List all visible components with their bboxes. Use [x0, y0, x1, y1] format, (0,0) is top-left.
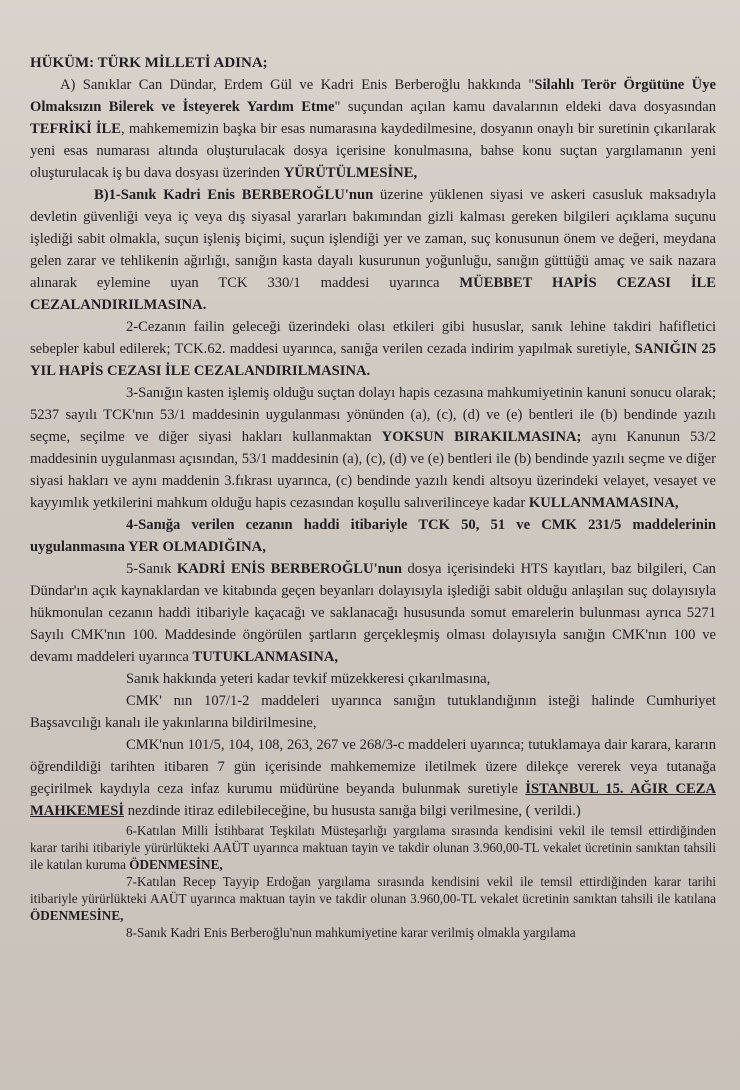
item-b1-bold-sentence: MÜEBBET HAPİS CEZASI İLE CEZALANDIRILMASINA. [30, 275, 716, 313]
item-5-text: dosya içerisindeki HTS kayıtları, baz bilgileri, Can Dündar'ın açık kaynaklardan ve kitabında geçen beyanları dolayısıyla işlediği sabit olduğu anlaşılan suç dolayısıyla hükmonulan cezanın haddi itibariyle kaçacağı ve saklanacağı hususunda somut emarelerin bulunması ayrıca 5271 Sayılı CMK'nın 100. Maddesinde öngörülen şartların gerçekleşmiş olması dolayısıyla sanığın CMK'nın 100 ve devamı maddeleri uyarınca [30, 561, 716, 665]
section-a-text-1: A) Sanıklar Can Dündar, Erdem Gül ve Kadri Enis Berberoğlu hakkında " [60, 77, 535, 93]
item-7 [30, 873, 716, 924]
section-a-bold-separation: TEFRİKİ İLE [30, 121, 121, 137]
verdict-heading: HÜKÜM: TÜRK MİLLETİ ADINA; [30, 55, 268, 71]
item-3-text-2: aynı Kanunun 53/2 maddesinin uygulanması açısından, 53/1 maddesinin (a), (c), (d) ve (e) bentleri ile (b) bendinde yazılı seçme ve diğer siyasi hakları ve aynı maddenin 3.fıkrası uyarınca, (c) bendinde yazılı kendi altsoyu üzerindeki velayet, vesayet ve kayyımlık yetkilerini mahkum olduğu hapis cezasından koşullu salıverilinceye kadar [30, 429, 716, 511]
court-name: İSTANBUL 15. AĞIR CEZA MAHKEMESİ [30, 781, 716, 819]
item-6-bold: ÖDENMESİNE, [129, 857, 223, 872]
section-a-bold-charge: Silahlı Terör Örgütüne Üye Olmaksızın Bilerek ve İsteyerek Yardım Etme [30, 77, 716, 115]
item-3-bold-not-use: KULLANMAMASINA, [528, 495, 679, 511]
item-4 [30, 514, 716, 558]
item-6 [30, 822, 716, 873]
item-5-bold-arrest: TUTUKLANMASINA, [192, 649, 339, 665]
item-4-bold: 4-Sanığa verilen cezanın haddi itibariyle TCK 50, 51 ve CMK 231/5 maddelerinin uygulanmasına YER OLMADIĞINA, [30, 517, 716, 555]
section-a-bold-continue: YÜRÜTÜLMESİNE, [283, 165, 418, 181]
item-b1-text: üzerine yüklenen siyasi ve askeri casusluk maksadıyla devletin güvenliği veya iç veya dış siyasal yararları bakımından gizli kalması gereken bilgileri açıklama suçunu işlediği sabit olmakla, suçun işleniş biçimi, suçun işlendiği yer ve zaman, suç konusunun önem ve değeri, meydana gelen zarar ve tehlikenin ağırlığı, sanığın kasta dayalı kusurunun yoğunluğu, sanığın güttüğü amaç ve saik nazara alınarak eylemine uyan TCK 330/1 maddesi uyarınca [30, 187, 716, 291]
item-2-bold-sentence: SANIĞIN 25 YIL HAPİS CEZASI İLE CEZALANDIRILMASINA. [30, 341, 716, 379]
paragraph-cmk-101 [30, 734, 716, 822]
item-3 [30, 382, 716, 514]
item-2-text: 2-Cezanın failin geleceği üzerindeki olası etkileri gibi hususlar, sanık lehine takdiri hafifletici sebepler kabul edilerek; TCK.62. maddesi uyarınca, sanığa verilen cezada indirim yapılmak suretiyle, [30, 319, 716, 357]
item-5 [30, 558, 716, 668]
item-5-prefix: 5-Sanık [126, 561, 177, 577]
item-3-bold-deprive: YOKSUN BIRAKILMASINA; [381, 429, 582, 445]
paragraph-cmk-107: CMK' nın 107/1-2 maddeleri uyarınca sanığın tutuklandığının isteği halinde Cumhuriyet Başsavcılığı kanalı ile yakınlarına bildirilmesine, [30, 693, 716, 731]
item-b1-bold-name: Kadri Enis BERBEROĞLU'nun [163, 187, 374, 203]
item-6-text: 6-Katılan Milli İstihbarat Teşkilatı Müsteşarlığı yargılama sırasında kendisini vekil ile temsil ettirdiğinden karar tarihi itibariyle yürürlükteki AAÜT uyarınca maktuan tayin ve takdir olunan 3.960,00-TL vekalet ücretinin sanıktan tahsili ile katılan kuruma [30, 823, 716, 872]
section-a [30, 74, 716, 184]
paragraph-cmk-101-text-1: CMK'nun 101/5, 104, 108, 263, 267 ve 268/3-c maddeleri uyarınca; tutuklamaya dair karara, kararın öğrendildiği tarihten itibaren 7 gün içerisinde mahkememize iletilmek üzere dilekçe vererek veya tutanağa geçirilmek kaydıyla ceza infaz kurumu müdürüne beyanda bulunmak suretiyle [30, 737, 716, 797]
section-a-text-2: " suçundan açılan kamu davalarının eldeki dava dosyasından [334, 99, 716, 115]
paragraph-tevkif: Sanık hakkında yeteri kadar tevkif müzekkeresi çıkarılmasına, [126, 671, 491, 687]
verdict-text [30, 52, 716, 941]
item-2 [30, 316, 716, 382]
item-b1 [30, 184, 716, 316]
item-3-text-1: 3-Sanığın kasten işlemiş olduğu suçtan dolayı hapis cezasına mahkumiyetinin kanuni sonucu olarak; 5237 sayılı TCK'nın 53/1 maddesinin uygulanması yönünden (a), (c), (d) ve (e) bentleri ile (b) bendinde yazılı seçme, seçilme ve diğer siyasi hakları kullanmaktan [30, 385, 716, 445]
section-a-text-3: , mahkememizin başka bir esas numarasına kaydedilmesine, dosyanın onaylı bir suretinin çıkarılarak yeni esas numarası altında oluşturulacak dosya içerisine konulmasına, bahse konu suçtan yargılamanın yeni oluşturulacak iş bu dava dosyası üzerinden [30, 121, 716, 181]
item-b1-prefix: B)1-Sanık [94, 187, 164, 203]
item-7-bold: ÖDENMESİNE, [30, 908, 124, 923]
paragraph-cmk-101-text-2: nezdinde itiraz edilebileceğine, bu hususta sanığa bilgi verilmesine, ( verildi.) [124, 803, 581, 819]
item-7-text: 7-Katılan Recep Tayyip Erdoğan yargılama sırasında kendisini vekil ile temsil ettirdiğinden karar tarihi itibariyle yürürlükteki AAÜT uyarınca maktuan tayin ve takdir olunan 3.960,00-TL vekalet ücretinin sanıktan tahsili ile katılana [30, 874, 716, 906]
item-8: 8-Sanık Kadri Enis Berberoğlu'nun mahkumiyetine karar verilmiş olmakla yargılama [126, 925, 576, 940]
item-5-bold-name: KADRİ ENİS BERBEROĞLU'nun [176, 561, 402, 577]
